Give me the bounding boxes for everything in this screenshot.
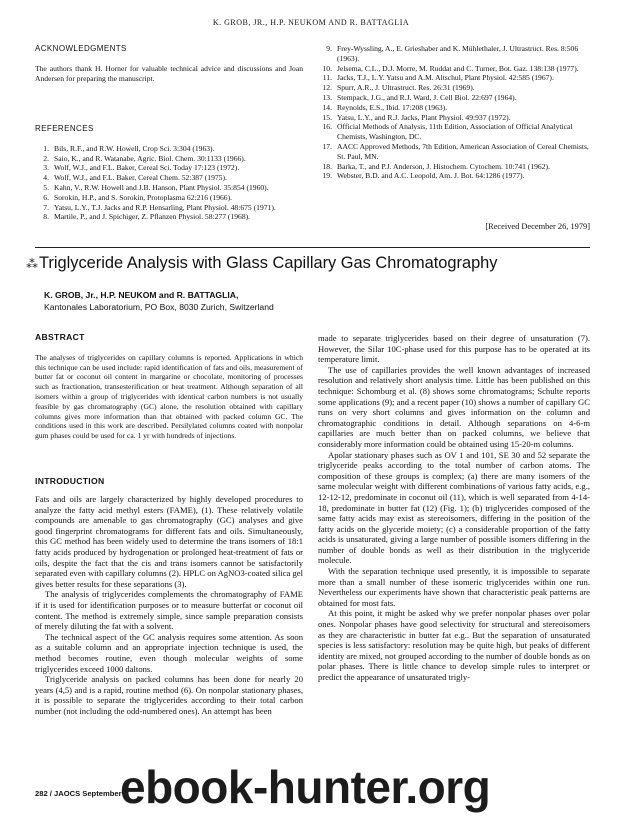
reference-text: Frey-Wyssling, A., E. Grieshaber and K. Mühlethaler, J. Ultrastruct. Res. 8:506 (1963). [337, 44, 579, 63]
body-paragraph: Triglyceride analysis on packed columns has been done for nearly 20 years (4,5) and is a rapid, routine method (6). On nonpolar stationary phases, it is possible to separate the triglycerides according to their total carbon number (not including the odd-numbered ones). An attempt has been [35, 674, 303, 716]
body-paragraph: Fats and oils are largely characterized by highly developed procedures to analyze the fatty acid methyl esters (FAME), (1). These relatively volatile compounds are amenable to gas chromatography (GC) analyses and give good fingerprint chromatograms for different fats and oils. Simultaneously, this GC method has been widely used to determine the trans isomers of 18:1 fatty acids produced by hydrogenation or prolonged heat-treatment of fats or oils, despite the fact that the cis and trans isomers cannot be satisfactorily separated even with capillary columns (2). HPLC on AgNO3-coated silica gel gives better results for these separations (3). [35, 494, 304, 589]
reference-text: Sorokin, H.P., and S. Sorokin, Protoplasma 62:216 (1966). [54, 192, 233, 202]
reference-list-right [318, 44, 590, 181]
abstract-section [35, 333, 303, 441]
body-paragraph: With the separation technique used presently, it is impossible to separate more than a small number of these isomeric triglycerides within one run. Nevertheless our experiments have shown that characteristic peak patterns are obtained for most fats. [318, 566, 590, 608]
references-section [35, 124, 303, 222]
reference-text: Kahn, V., R.W. Howell and J.B. Hanson, Plant Physiol. 35:854 (1960). [54, 182, 269, 192]
section-divider [35, 247, 590, 248]
reference-item [318, 64, 590, 74]
reference-text: Bils, R.F., and R.W. Howell, Crop Sci. 3:304 (1963). [54, 143, 215, 153]
right-column-body [318, 333, 590, 683]
reference-text: Official Methods of Analysis, 11th Edition, Association of Official Analytical Chemists, Washington, DC. [337, 122, 573, 142]
references-heading: REFERENCES [35, 124, 94, 133]
article-authors: K. GROB, Jr., H.P. NEUKOM and R. BATTAGLIA, [44, 290, 239, 300]
acknowledgments-heading: ACKNOWLEDGMENTS [35, 44, 127, 53]
reference-item [35, 163, 303, 173]
watermark: ebook-hunter.org [120, 761, 491, 813]
body-paragraph: At this point, it might be asked why we prefer nonpolar phases over polar ones. Nonpolar phases have good selectivity for structural and stereoisomers as they are characteristic in butter fat e.g.. But the separation of unsaturated species is less satisfactory: resolution may be quite high, but peaks of different identity are mixed, not grouped according to the number of double bonds as on polar phases. There is little chance to develop simple rules to interpret or predict the appearance of unsaturated trigly- [318, 608, 590, 682]
reference-text: Stempack, J.G., and R.J. Ward, J. Cell Biol. 22:697 (1964). [337, 92, 517, 102]
article-title [26, 254, 606, 273]
abstract-text: The analyses of triglycerides on capillary columns is reported. Applications in which this technique can be used include: rapid identification of fats and oils, measurement of butter fat or coconut oil content in margarine or chocolate, monitoring of processes such as fractionation, transesterification or heat treatment. Although separation of all isomers within a group of triglycerides with identical carbon numbers is not usually feasible by gas chromatography (GC) alone, the resolution obtained with capillary columns gives more information than that obtained with packed column GC. The conditions used in this work are described. Persilylated columns coated with nonpolar gum phases could be used for ca. 1 yr with hundreds of injections. [35, 352, 303, 441]
reference-text: Spurr, A.R., J. Ultrastruct. Res. 26:31 (1969). [337, 83, 475, 93]
reference-number: 1. [43, 143, 49, 153]
reference-list-left [35, 144, 303, 222]
reference-number: 4. [43, 173, 49, 183]
reference-item [35, 183, 303, 193]
reference-number: 9. [326, 44, 332, 53]
reference-number: 3. [43, 163, 49, 173]
reference-text: Martile, P., and J. Spichiger, Z. Pflanzen Physiol. 58:277 (1968). [54, 212, 251, 222]
reference-number: 15. [322, 112, 332, 122]
reference-item [318, 142, 590, 162]
reference-number: 19. [322, 171, 332, 181]
reference-item [35, 144, 303, 154]
reference-item [318, 122, 590, 142]
reference-text: Barka, T., and P.J. Anderson, J. Histochem. Cytochem. 10:741 (1962). [337, 161, 550, 171]
acknowledgments-section [35, 44, 303, 83]
reference-item [318, 103, 590, 113]
article-affiliation: Kantonales Laboratorium, PO Box, 8030 Zurich, Switzerland [44, 302, 274, 312]
reference-item [318, 83, 590, 93]
reference-item [318, 113, 590, 123]
reference-text: Webster, B.D. and A.C. Leopold, Am. J. Bot. 64:1286 (1977). [337, 171, 525, 181]
reference-number: 8. [43, 212, 49, 222]
reference-number: 10. [322, 63, 332, 73]
reference-text: Wolf, W.J., and F.L. Baker, Cereal Sci. Today 17:123 (1972). [54, 163, 240, 173]
reference-text: Yatsu, L.Y., T.J. Jacks and R.P. Hensarling, Plant Physiol. 48:675 (1971). [54, 202, 276, 212]
reference-item [35, 193, 303, 203]
reference-text: Jacks, T.J., L.Y. Yatsu and A.M. Altschul, Plant Physiol. 42:585 (1967). [337, 73, 554, 83]
reference-number: 14. [322, 102, 332, 112]
reference-text: Saio, K., and R. Watanabe, Agric. Biol. Chem. 30:1133 (1966). [54, 153, 246, 163]
abstract-heading: ABSTRACT [35, 332, 85, 342]
reference-number: 2. [43, 153, 49, 163]
acknowledgments-text: The authors thank H. Horner for valuable technical advice and discussions and Joan Andersen for preparing the manuscript. [35, 63, 303, 83]
reference-item [35, 212, 303, 222]
body-paragraph: The use of capillaries provides the well known advantages of increased resolution and relatively short analysis time. Little has been published on this technique: Schomburg et al. (8) shows some chromatograms; Schulte reports some applications (9); and a recent paper (10) shows a number of capillary GC runs on very short columns and gives information on the column and chromatographic conditions in detail. Although separations on 4-6-m capillaries are much better than on packed columns, we believe that considerably more information could be obtained using 15-20-m columns. [318, 364, 590, 449]
introduction-body [35, 494, 303, 716]
running-head: K. GROB, JR., H.P. NEUKOM AND R. BATTAGLIA [212, 18, 410, 27]
reference-item [35, 173, 303, 183]
reference-item [318, 162, 590, 172]
reference-item [35, 154, 303, 164]
body-paragraph: made to separate triglycerides based on their degree of unsaturation (7). However, the Silar 10C-phase used for this purpose has to be operated at its temperature limit. [318, 333, 590, 365]
title-mark-icon: ⁂ [26, 257, 38, 271]
reference-item [35, 203, 303, 213]
reference-number: 5. [43, 182, 49, 192]
introduction-section [35, 476, 303, 716]
reference-item [318, 93, 590, 103]
reference-text: Reynolds, E.S., Ibid. 17:208 (1963). [337, 102, 448, 112]
reference-text: Wolf, W.J., and F.L. Baker, Cereal Chem. 52:387 (1975). [54, 173, 227, 183]
reference-text: AACC Approved Methods, 7th Edition, American Association of Cereal Chemists, St. Paul, MN. [337, 141, 589, 161]
reference-number: 12. [322, 83, 332, 93]
body-paragraph: The technical aspect of the GC analysis requires some attention. As soon as a suitable column and an appropriate injection technique is used, the method becomes routine, even though molecular weights of some triglycerides exceed 1000 daltons. [35, 631, 303, 674]
reference-number: 17. [322, 141, 332, 151]
introduction-heading: INTRODUCTION [35, 476, 105, 486]
reference-number: 11. [322, 73, 332, 83]
reference-item [318, 44, 590, 64]
article-title-text: Triglyceride Analysis with Glass Capillary Gas Chromatography [39, 254, 498, 272]
reference-number: 13. [322, 92, 332, 102]
reference-number: 7. [43, 202, 49, 212]
body-paragraph: Apolar stationary phases such as OV 1 and 101, SE 30 and 52 separate the triglyceride peaks according to the total number of carbon atoms. The composition of these groups is complex; (a) there are many isomers of the same molecular weight with different combinations of various fatty acids, e.g., 12-12-12, predominate in coconut oil (11), which is well separated from 4-14-18, predominate in butter fat (12) (Fig. 1); (b) triglycerides composed of the same fatty acids may exist as stereoisomers, differing in the position of the fatty acids on the glyceride moiety; (c) a considerable proportion of the fatty acids is unsaturated, giving a large number of possible isomers differing in the number of double bonds as well as their distribution in the triglyceride molecule. [318, 449, 590, 566]
reference-item [318, 73, 590, 83]
reference-number: 18. [322, 161, 332, 171]
reference-item [318, 171, 590, 181]
page-footer: 282 / JAOCS September 1 [35, 789, 128, 798]
body-paragraph: The analysis of triglycerides complements the chromatography of FAME if it is used for identification purposes or to measure butterfat or coconut oil content. The method is extremely simple, since sample preparation consists of merely diluting the fat with a solvent. [35, 589, 303, 632]
reference-text: Yatsu, L.Y., and R.J. Jacks, Plant Physiol. 49:937 (1972). [337, 112, 511, 122]
reference-number: 16. [322, 122, 332, 132]
received-date: [Received December 26, 1979] [485, 222, 590, 231]
reference-text: Jelsema, C.L., D.J. Morre, M. Ruddat and C. Turner, Bot. Gaz. 138:138 (1977). [337, 63, 579, 73]
reference-number: 6. [43, 192, 49, 202]
